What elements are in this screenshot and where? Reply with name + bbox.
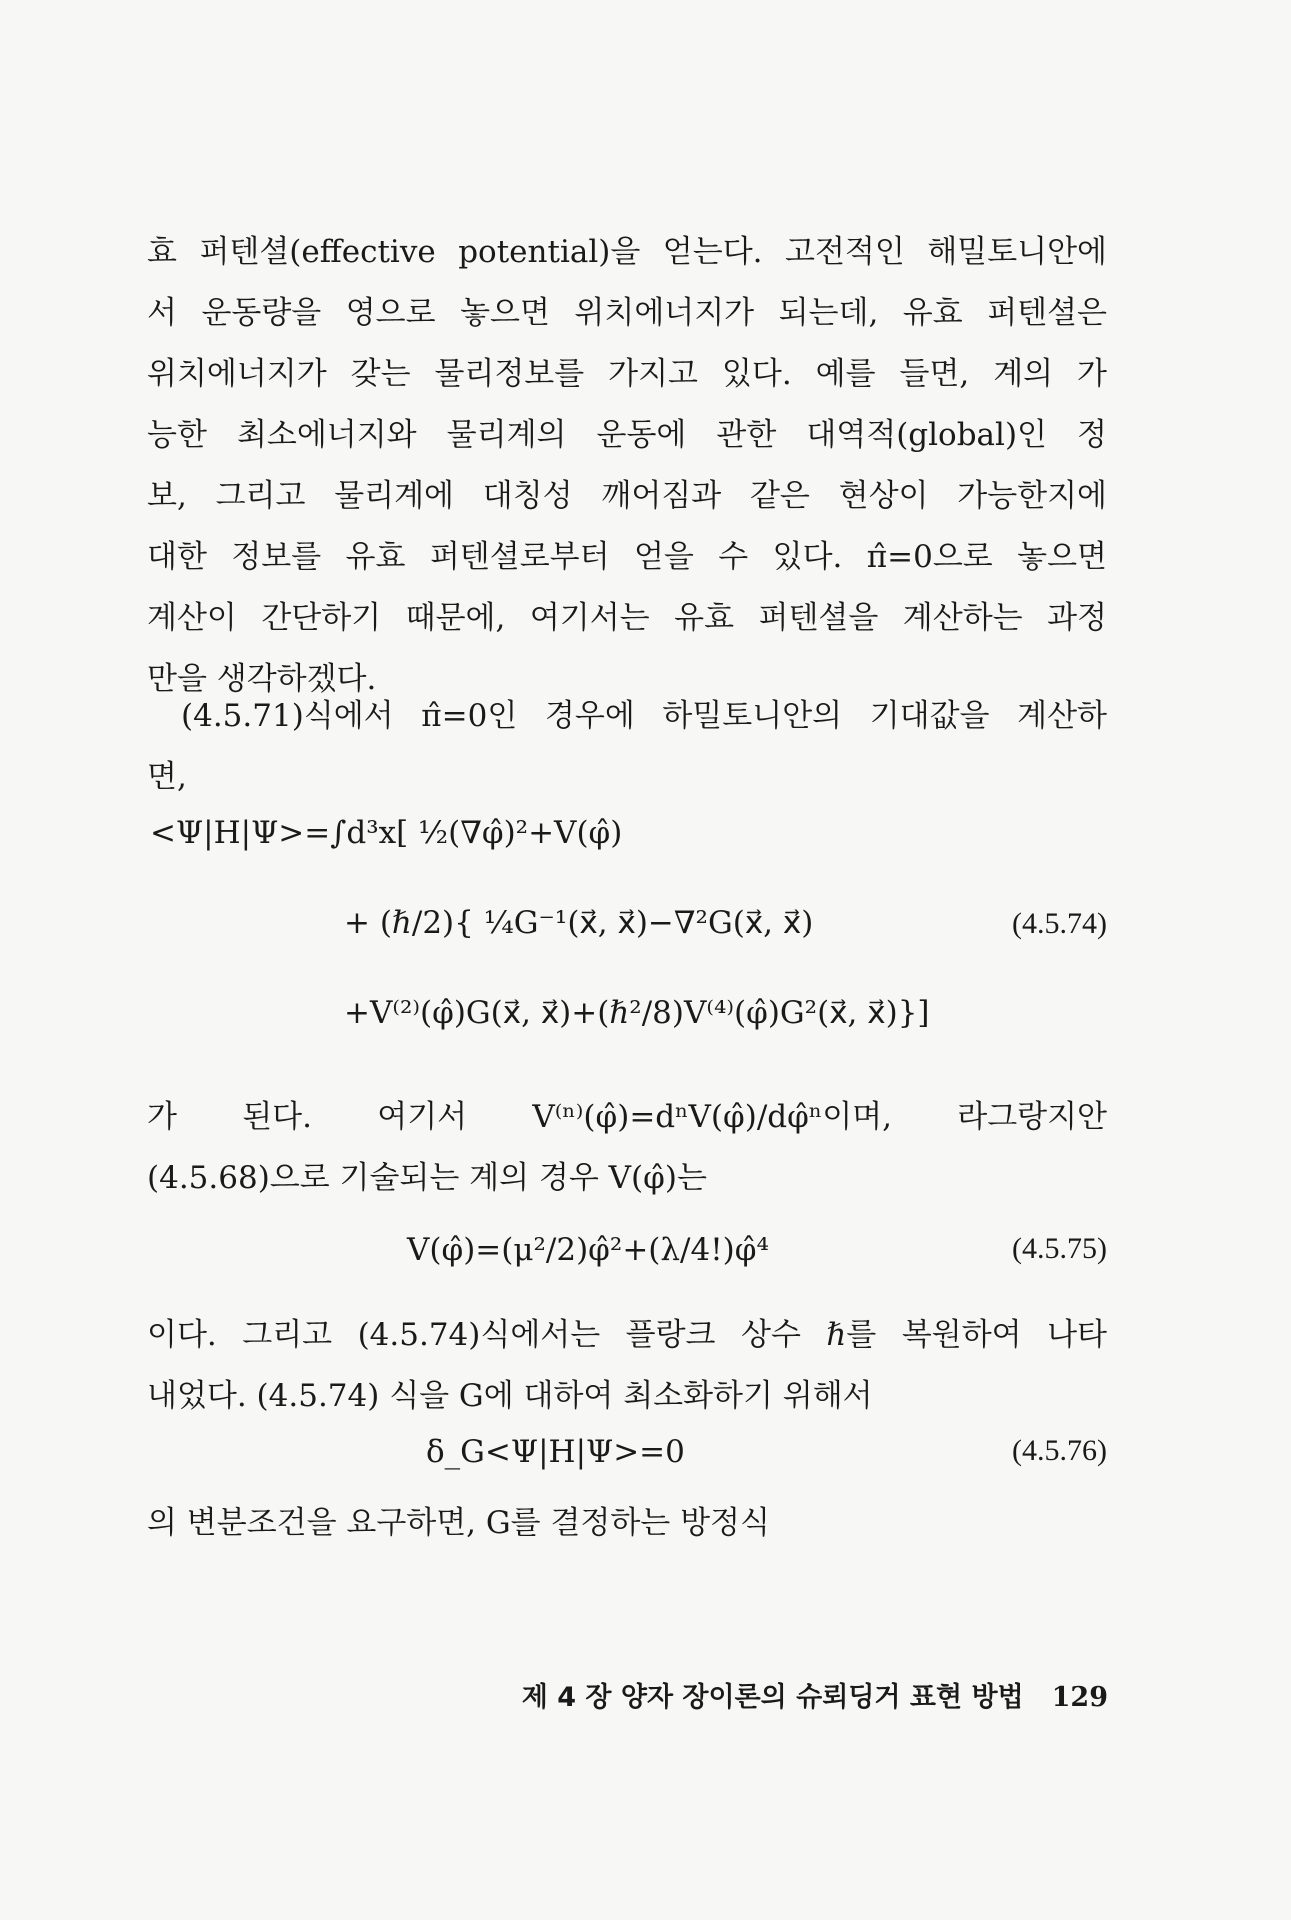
text-line: 가 된다. 여기서 V⁽ⁿ⁾(φ̂)=dⁿV(φ̂)/dφ̂ⁿ이며, 라그랑지안	[147, 1099, 1107, 1135]
text-line: 위치에너지가 갖는 물리정보를 가지고 있다. 예를 들면, 계의 가	[147, 356, 1107, 392]
text-line: 내었다. (4.5.74) 식을 G에 대하여 최소화하기 위해서	[147, 1378, 873, 1414]
page-number: 129	[1051, 1682, 1108, 1713]
equation-4-5-74-line-2: + (ℏ/2){ ¼G⁻¹(x⃗, x⃗)−∇²G(x⃗, x⃗)	[344, 905, 814, 941]
equation-number: (4.5.76)	[1012, 1434, 1107, 1467]
text-line: (4.5.71)식에서 π̂=0인 경우에 하밀토니안의 기대값을 계산하	[181, 698, 1107, 734]
chapter-title: 제 4 장 양자 장이론의 슈뢰딩거 표현 방법	[521, 1682, 1024, 1713]
equation-4-5-76: δ_G<Ψ|H|Ψ>=0	[426, 1434, 685, 1470]
text-line: 능한 최소에너지와 물리계의 운동에 관한 대역적(global)인 정	[147, 417, 1107, 453]
equation-4-5-75: V(φ̂)=(μ²/2)φ̂²+(λ/4!)φ̂⁴	[407, 1232, 769, 1268]
equation-4-5-74-line-1: <Ψ|H|Ψ>=∫d³x[ ½(∇φ̂)²+V(φ̂)	[150, 815, 623, 851]
text-line: 이다. 그리고 (4.5.74)식에서는 플랑크 상수 ℏ를 복원하여 나타	[147, 1317, 1107, 1353]
equation-number: (4.5.75)	[1012, 1232, 1107, 1265]
paragraph-5	[147, 1493, 1107, 1554]
paragraph-1	[147, 222, 1107, 710]
text-line: (4.5.68)으로 기술되는 계의 경우 V(φ̂)는	[147, 1160, 707, 1196]
text-line: 효 퍼텐셜(effective potential)을 얻는다. 고전적인 해밀토니안에	[147, 234, 1107, 270]
equation-number: (4.5.74)	[1012, 907, 1107, 940]
paragraph-4	[147, 1305, 1107, 1427]
paragraph-3	[147, 1087, 1107, 1209]
text-line: 보, 그리고 물리계에 대칭성 깨어짐과 같은 현상이 가능한지에	[147, 478, 1107, 514]
running-footer	[522, 1675, 1108, 1714]
text-line: 대한 정보를 유효 퍼텐셜로부터 얻을 수 있다. π̂=0으로 놓으면	[147, 539, 1107, 575]
equation-4-5-74-line-3: +V⁽²⁾(φ̂)G(x⃗, x⃗)+(ℏ²/8)V⁽⁴⁾(φ̂)G²(x⃗, x⃗)}]	[344, 995, 930, 1031]
text-line: 면,	[147, 759, 187, 795]
text-line: 의 변분조건을 요구하면, G를 결정하는 방정식	[147, 1505, 770, 1541]
text-line: 계산이 간단하기 때문에, 여기서는 유효 퍼텐셜을 계산하는 과정	[147, 600, 1107, 636]
text-line: 만을 생각하겠다.	[147, 661, 377, 697]
paragraph-2	[147, 686, 1107, 808]
text-line: 서 운동량을 영으로 놓으면 위치에너지가 되는데, 유효 퍼텐셜은	[147, 295, 1107, 331]
